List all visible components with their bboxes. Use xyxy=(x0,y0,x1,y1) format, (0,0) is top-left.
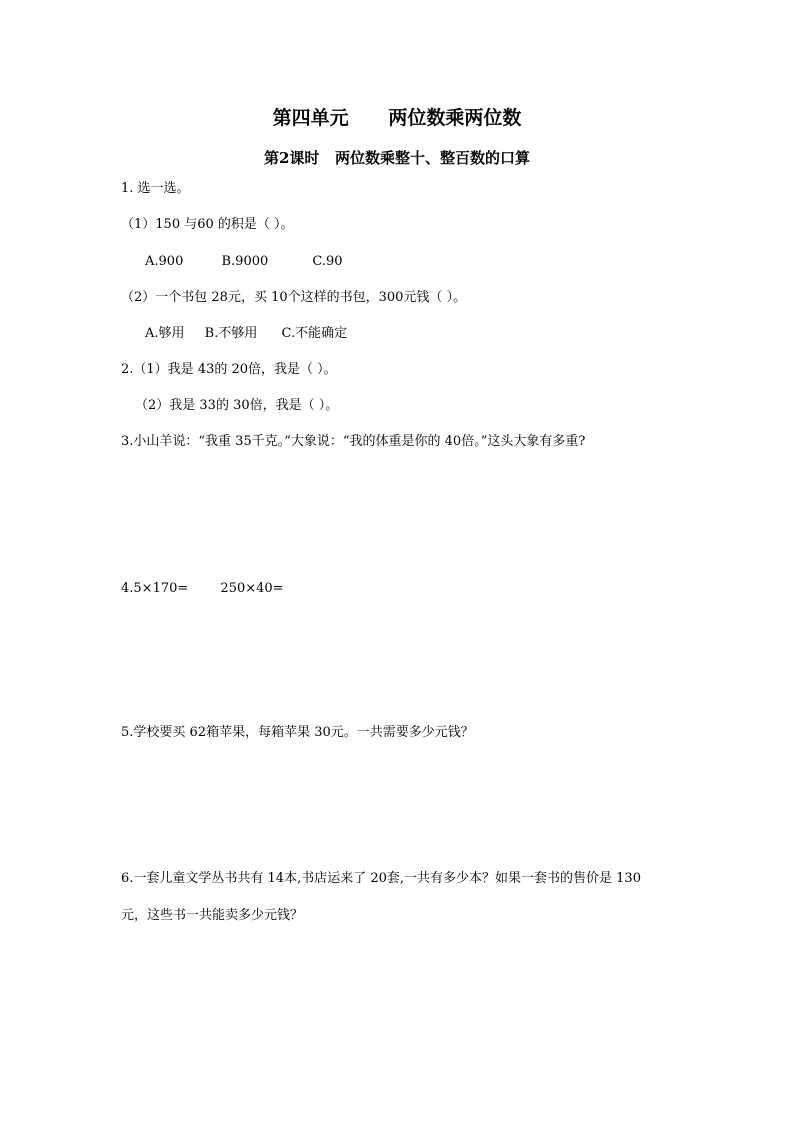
question-1-1-stem: （1）150 与60 的积是（ ）。 xyxy=(121,217,294,232)
expression-2: 250×40= xyxy=(220,581,284,596)
question-6-line-1: 6.一套儿童文学丛书共有 14本,书店运来了 20套,一共有多少本？如果一套书的售价是 130 xyxy=(121,871,641,886)
expression-1: 4.5×170= xyxy=(121,581,189,596)
question-1-2-options xyxy=(145,326,347,342)
question-1-2-stem: （2）一个书包 28元，买 10个这样的书包，300元钱（ ）。 xyxy=(121,290,467,305)
question-1-1-options xyxy=(145,254,343,270)
lesson-subtitle: 第2课时 两位数乘整十、整百数的口算 xyxy=(263,149,531,167)
question-2-1: 2.（1）我是 43的 20倍，我是（ ）。 xyxy=(121,362,337,377)
option-a: A.够用 xyxy=(145,326,185,341)
question-5: 5.学校要买 62箱苹果，每箱苹果 30元。一共需要多少元钱？ xyxy=(121,725,474,740)
page-title: 第四单元 两位数乘两位数 xyxy=(272,107,522,129)
question-2-2: （2）我是 33的 30倍，我是（ ）。 xyxy=(135,398,339,413)
option-b: B.9000 xyxy=(221,254,269,269)
question-6-line-2: 元，这些书一共能卖多少元钱？ xyxy=(121,908,304,923)
option-c: C.不能确定 xyxy=(281,326,348,341)
option-c: C.90 xyxy=(312,254,343,269)
question-4 xyxy=(121,581,284,597)
option-a: A.900 xyxy=(145,254,184,269)
option-b: B.不够用 xyxy=(204,326,258,341)
question-3: 3.小山羊说：“我重 35千克。”大象说：“我的体重是你的 40倍。”这头大象有多重? xyxy=(121,434,586,449)
question-1-label: 1. 选一选。 xyxy=(121,181,190,196)
